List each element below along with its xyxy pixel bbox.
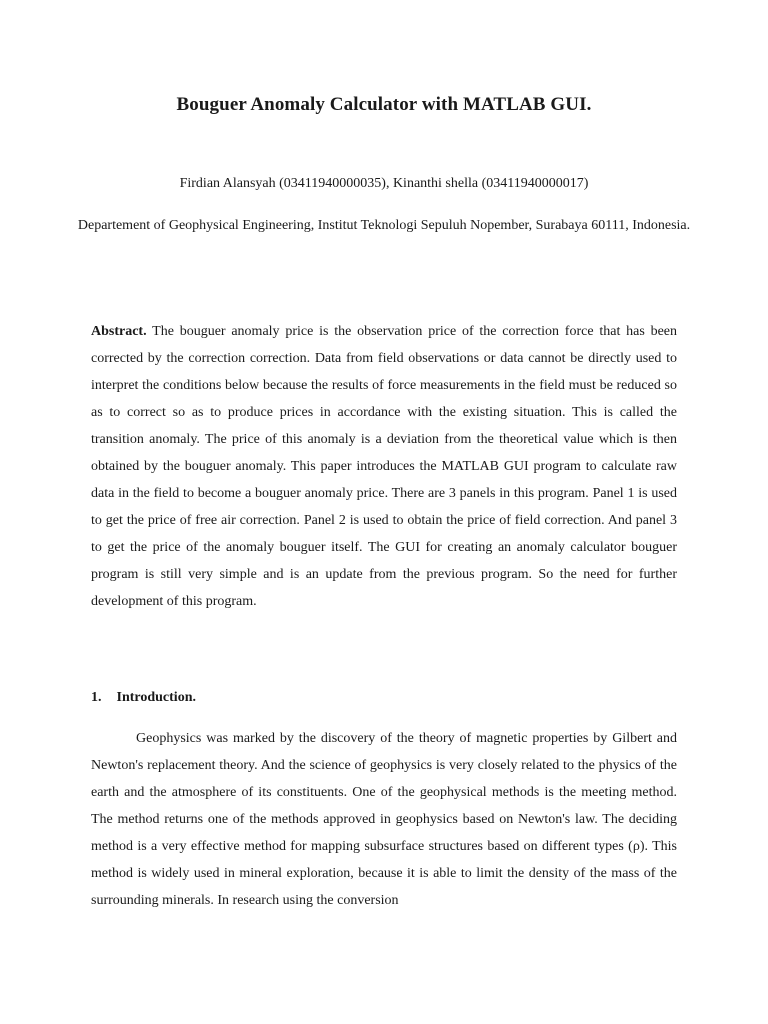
section-heading-introduction	[91, 690, 677, 706]
section-title: Introduction.	[116, 690, 196, 705]
section-number: 1.	[91, 690, 102, 705]
abstract-paragraph	[91, 318, 677, 615]
author-list: Firdian Alansyah (03411940000035), Kinanthi shella (03411940000017)	[179, 176, 589, 191]
abstract-label: Abstract.	[91, 324, 147, 339]
abstract-text: The bouguer anomaly price is the observation price of the correction force that has been corrected by the correction correction. Data from field observations or data cannot be directly used to interpret the conditions below because the results of force measurements in the field must be reduced so as to correct so as to produce prices in accordance with the existing situation. This is called the transition anomaly. The price of this anomaly is a deviation from the theoretical value which is then obtained by the bouguer anomaly. This paper introduces the MATLAB GUI program to calculate raw data in the field to become a bouguer anomaly price. There are 3 panels in this program. Panel 1 is used to get the price of free air correction. Panel 2 is used to obtain the price of field correction. And panel 3 to get the price of the anomaly bouguer itself. The GUI for creating an anomaly calculator bouguer program is still very simple and is an update from the previous program. So the need for further development of this program.	[91, 324, 677, 609]
paper-title: Bouguer Anomaly Calculator with MATLAB GUI.	[176, 94, 592, 115]
introduction-paragraph: Geophysics was marked by the discovery of the theory of magnetic properties by Gilbert and Newton's replacement theory. And the science of geophysics is very closely related to the physics of the earth and the atmosphere of its constituents. One of the geophysical methods is the meeting method. The method returns one of the methods approved in geophysics based on Newton's law. The deciding method is a very effective method for mapping subsurface structures based on different types (ρ). This method is widely used in mineral exploration, because it is able to limit the density of the mass of the surrounding minerals. In research using the conversion	[91, 731, 677, 908]
affiliation: Departement of Geophysical Engineering, Institut Teknologi Sepuluh Nopember, Surabaya 60111, Indonesia.	[77, 218, 691, 233]
